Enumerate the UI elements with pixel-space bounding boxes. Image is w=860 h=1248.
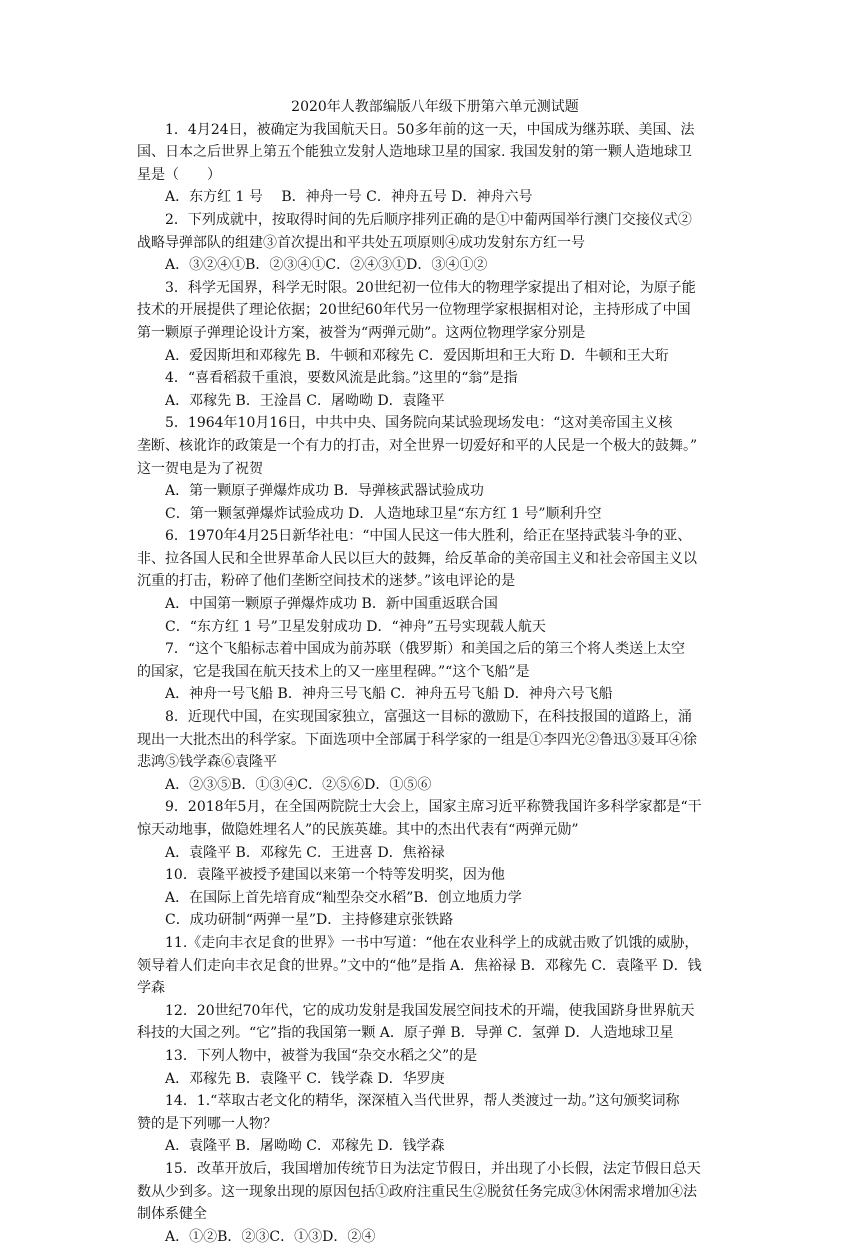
text-line: 2．下列成就中，按取得时间的先后顺序排列正确的是①中葡两国举行澳门交接仪式②	[165, 211, 692, 228]
text-line: A．中国第一颗原子弹爆炸成功 B．新中国重返联合国	[165, 596, 498, 613]
text-line: 技术的开展提供了理论依据；20世纪60年代另一位物理学家根据相对论，主持形成了中国	[137, 302, 691, 319]
text-line: 4．“喜看稻菽千重浪，要数风流是此翁。”这里的“翁”是指	[165, 370, 518, 387]
text-line: A．邓稼先 B．袁隆平 C．钱学森 D．华罗庚	[165, 1070, 445, 1087]
document-content	[137, 96, 721, 1248]
text-line: A．爱因斯坦和邓稼先 B．牛顿和邓稼先 C．爱因斯坦和王大珩 D．牛顿和王大珩	[165, 347, 669, 364]
text-line: 赞的是下列哪一人物？	[137, 1115, 277, 1132]
text-line: 13．下列人物中，被誉为我国“杂交水稻之父”的是	[165, 1047, 478, 1064]
text-line: 12．20世纪70年代，它的成功发射是我国发展空间技术的开端，使我国跻身世界航天	[165, 1002, 695, 1019]
text-line: 8．近现代中国，在实现国家独立，富强这一目标的激励下，在科技报国的道路上，涌	[165, 709, 692, 726]
text-line: 惊天动地事，做隐姓埋名人”的民族英雄。其中的杰出代表有“两弹元勋”	[137, 822, 579, 838]
text-line: 科技的大国之列。“它”指的我国第一颗 A．原子弹 B．导弹 C．氢弹 D．人造地球卫星	[137, 1025, 674, 1042]
text-line: 这一贺电是为了祝贺	[137, 460, 263, 477]
text-line: 悲鸿⑤钱学森⑥袁隆平	[137, 754, 277, 771]
text-line: 6．1970年4月25日新华社电：“中国人民这一伟大胜利，给正在坚持武装斗争的亚、	[165, 528, 692, 545]
document-title: 2020年人教部编版八年级下册第六单元测试题	[291, 99, 579, 115]
text-line: C．第一颗氢弹爆炸试验成功 D．人造地球卫星“东方红 1 号”顺利升空	[165, 505, 602, 522]
text-line: A．③②④①B．②③④①C．②④③①D．③④①②	[165, 257, 488, 274]
text-line: 学森	[137, 980, 165, 997]
text-line: A．邓稼先 B．王淦昌 C．屠呦呦 D．袁隆平	[165, 392, 445, 409]
text-line: A．东方红 1 号 B．神舟一号 C．神舟五号 D．神舟六号	[165, 189, 533, 206]
text-line: 10．袁隆平被授予建国以来第一个特等发明奖，因为他	[165, 867, 505, 884]
text-line: 战略导弹部队的组建③首次提出和平共处五项原则④成功发射东方红一号	[137, 234, 585, 251]
text-line: 的国家，它是我国在航天技术上的又一座里程碑。”“这个飞船”是	[137, 663, 530, 680]
text-line: 现出一大批杰出的科学家。下面选项中全部属于科学家的一组是①李四光②鲁迅③聂耳④徐	[137, 731, 697, 748]
text-line: 9．2018年5月，在全国两院院士大会上，国家主席习近平称赞我国许多科学家都是“干	[165, 799, 702, 816]
text-line: 沉重的打击，粉碎了他们垄断空间技术的迷梦。”该电评论的是	[137, 573, 516, 590]
text-line: A．②③⑤B．①③④C．②⑤⑥D．①⑤⑥	[165, 776, 432, 793]
text-line: 1．4月24日，被确定为我国航天日。50多年前的这一天，中国成为继苏联、美国、法	[165, 121, 695, 138]
text-line: A．①②B．②③C．①③D．②④	[165, 1228, 376, 1245]
text-line: 制体系健全	[137, 1206, 207, 1223]
text-line: C．成功研制“两弹一星”D．主持修建京张铁路	[165, 912, 454, 929]
text-line: 垄断、核讹诈的政策是一个有力的打击，对全世界一切爱好和平的人民是一个极大的鼓舞。”	[137, 437, 698, 454]
text-line: 数从少到多。这一现象出现的原因包括①政府注重民生②脱贫任务完成③休闲需求增加④法	[137, 1183, 697, 1200]
text-line: A．袁隆平 B．邓稼先 C．王进喜 D．焦裕禄	[165, 844, 445, 861]
text-line: 非、拉各国人民和全世界革命人民以巨大的鼓舞，给反革命的美帝国主义和社会帝国主义以	[137, 550, 697, 567]
text-line: 3．科学无国界，科学无时限。20世纪初一位伟大的物理学家提出了相对论，为原子能	[165, 279, 696, 296]
text-line: A．神舟一号飞船 B．神舟三号飞船 C．神舟五号飞船 D．神舟六号飞船	[165, 686, 613, 703]
text-line: 15．改革开放后，我国增加传统节日为法定节假日，并出现了小长假，法定节假日总天	[165, 1160, 701, 1177]
text-line: 星是（ ）	[137, 166, 221, 183]
question-list	[137, 119, 721, 1248]
text-line: 14．1.“萃取古老文化的精华，深深植入当代世界，帮人类渡过一劫。”这句颁奖词称	[165, 1093, 680, 1110]
text-line: 11.《走向丰衣足食的世界》一书中写道：“他在农业科学上的成就击败了饥饿的威胁，	[165, 934, 699, 951]
text-line: 5．1964年10月16日，中共中央、国务院向某试验现场发电：“这对美帝国主义核	[165, 415, 673, 432]
text-line: A．第一颗原子弹爆炸成功 B．导弹核武器试验成功	[165, 483, 484, 500]
text-line: A．在国际上首先培育成“籼型杂交水稻”B．创立地质力学	[165, 889, 522, 906]
text-line: 国、日本之后世界上第五个能独立发射人造地球卫星的国家. 我国发射的第一颗人造地球卫	[137, 144, 692, 161]
text-line: 领导着人们走向丰衣足食的世界。”文中的“他”是指 A．焦裕禄 B．邓稼先 C．袁隆平 D．钱	[137, 957, 702, 974]
text-line: 第一颗原子弹理论设计方案，被誉为“两弹元勋”。这两位物理学家分别是	[137, 324, 586, 341]
text-line: 7．“这个飞船标志着中国成为前苏联（俄罗斯）和美国之后的第三个将人类送上太空	[165, 641, 686, 658]
text-line: C．“东方红 1 号”卫星发射成功 D．“神舟”五号实现载人航天	[165, 618, 546, 635]
text-line: A．袁隆平 B．屠呦呦 C．邓稼先 D．钱学森	[165, 1138, 445, 1155]
